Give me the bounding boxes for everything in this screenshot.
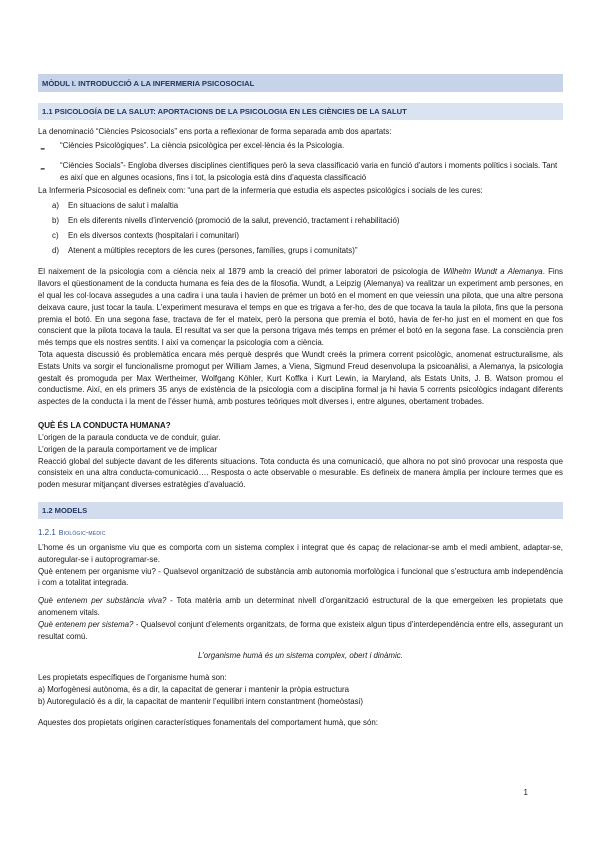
alpha-marker: d) [52,245,60,255]
dash-item [38,160,563,184]
properties-lead: Les propietats específiques de l’organisme humà son: [38,673,227,683]
models-paragraph-3 [38,595,563,619]
dash-text: “Ciències Psicològiques”. La ciència psicològica per excel·lència és la Psicologia. [60,140,345,150]
intro-lead: La denominació “Ciències Psicosocials” ens porta a reflexionar de forma separada amb dos apartats: [38,127,392,136]
alpha-text: En els diferents nivells d’intervenció (promoció de la salut, prevenció, tractament i rehabilitació) [68,215,400,225]
module-heading [38,74,563,92]
birth-italic: Wilhelm Wundt a Alemanya [443,267,543,277]
paragraph-birth-of-psychology [38,266,563,349]
alpha-text: Atenent a múltiples receptors de les cures (persones, famílies, grups i comunitats)” [68,245,358,255]
property-b: b) Autoregulació és a dir, la capacitat de mantenir l’equilibri intern constantment (homeòstasi) [38,696,364,706]
module-title: MÒDUL I. INTRODUCCIÓ A LA INFERMERIA PSICOSOCIAL [42,78,255,88]
alpha-item [38,215,563,227]
section-heading-1-2 [38,502,563,519]
conduct-line-1: L’origen de la paraula conducta ve de conduir, guiar. [38,432,221,442]
models-paragraph-1: L’home és un organisme viu que es comporta com un sistema complex i integrat que és capaç de relacionar-se amb el medi ambient, adaptar-se, autoregular-se i autoprogramar-se. [38,542,563,564]
answer-substance: - Tota matèria amb un determinat nivell d’organització estructural de la que emergeixen les propietats que anomenem vitals. [38,596,563,617]
section-heading-1-1 [38,103,563,120]
models-paragraph-4 [38,619,563,643]
dash-text: “Ciències Socials”- Engloba diverses disciplines científiques però la seva classificació varia en funció d’autors i moments polítics i socials. Tant es així que en algunes ocasions, fins i tot, la psicologia està dins d’aquesta classificació [60,160,558,182]
birth-pre: El naixement de la psicologia com a ciència neix al 1879 amb la creació del primer laboratori de psicologia de [38,267,444,277]
definition-lead: La Infermeria Psicosocial es defineix com: “una part de la infermeria que estudia els aspectes psicològics i socials de les cures: [38,186,483,196]
subsection-number: 1.2.1 [38,527,56,537]
dash-marker: - [40,159,46,177]
closing-line: Aquestes dos propietats originen característiques fonamentals del comportament humà, que són: [38,718,378,728]
section-title-1-1: 1.1 PSICOLOGÍA DE LA SALUT: APORTACIONS DE LA PSICOLOGIA EN LES CIÈNCIES DE LA SALUT [42,107,407,116]
centered-statement: L’organisme humà és un sistema complex, obert i dinàmic. [198,651,403,661]
answer-system: - Qualsevol conjunt d’elements organitzats, de forma que existeix algun tipus d’interdependència entre ells, assegurant un resultat comú. [38,619,563,641]
section-title-1-2: 1.2 MODELS [42,505,88,515]
dash-marker: - [40,139,46,157]
conduct-paragraph: Reacció global del subjecte davant de les diferents situacions. Tota conducta és una comunicació, que alhora no pot sinó provocar una resposta que consisteix en una altra conducta-comunicació…. Resposta o acte observable o mesurable. Es defineix de manera àmplia per incloure termes que es poden mesurar mitjançant diverses estratègies d’avaluació. [38,456,563,490]
models-paragraph-2: Què entenem per organisme viu? - Qualsevol organització de substància amb autonomia morfològica i funcional que s’estructura amb independència i com a totalitat integrada. [38,566,563,588]
question-substance: Què entenem per substància viva? [38,596,167,606]
alpha-text: En situacions de salut i malaltia [68,201,179,211]
page-number: 1 [523,788,528,797]
birth-post: . Fins llavors el qüestionament de la conducta humana es feia des de la filosofia. Wundt, a Leipzig (Alemanya) va realitzar un experiment amb persones, en el qual les col·locava assegudes a una cadira i una taula i havien de prémer un botó en el moment en que veiessin una pilota, que una altre persona deixava caure, just tocar la taula. L’experiment mesurava el temps en que es trigava a fer-ho, des de que tocava la taula la pilota, fins que la persona premia el botó. En una segona fase, tractava de fer el mateix, però la persona que premia el botó, havia de fer-ho just en el moment en que fos conscient que la pilota tocava la taula. El resultat va ser que la persona trigava més temps en prémer el botó en la segona fase. La consciència pren més temps que els nostres sentits. I així va començar la psicologia com a ciència. [38,267,563,348]
conduct-line-2: L’origen de la paraula comportament ve de implicar [38,444,217,454]
alpha-marker: b) [52,215,60,225]
alpha-marker: a) [52,201,60,211]
alpha-item [38,200,563,212]
alpha-marker: c) [52,230,59,240]
conduct-heading: QUÈ ÉS LA CONDUCTA HUMANA? [38,420,171,430]
subsection-label: Biològic-mèdic [58,529,106,537]
property-a: a) Morfogènesi autònoma, és a dir, la capacitat de generar i mantenir la pròpia estructura [38,684,349,694]
subsection-heading-1-2-1 [38,527,563,540]
dash-item [38,140,563,158]
document-page [38,74,563,729]
alpha-item [38,230,563,242]
question-system: Què entenem per sistema? [38,619,134,629]
paragraph-schools: Tota aquesta discussió és problemàtica encara més perquè després que Wundt creés la primera corrent psicològic, anomenat estructuralisme, als Estats Units va sorgir el funcionalisme promogut per William James, a Viena, Sigmund Freud desenvolupa la psicoanàlisi, a Alemanya, la psicologia gestalt és promoguda per Max Wertheimer, Wolfgang Köhler, Kurt Koffka i Kurt Lewin, ia Maryland, als Estats Units, J. B. Watson promou el conductisme. Així, en els primers 35 anys de existència de la psicologia com a disciplina formal ja hi havia 5 corrents psicològics indagant diferents aspectes de la conducta i la ment de l’ésser humà, amb postures teòriques molt diverses i, entre algunes, obertament trobades. [38,349,563,407]
alpha-item [38,245,563,257]
alpha-text: En els diversos contexts (hospitalari i comunitari) [68,230,240,240]
